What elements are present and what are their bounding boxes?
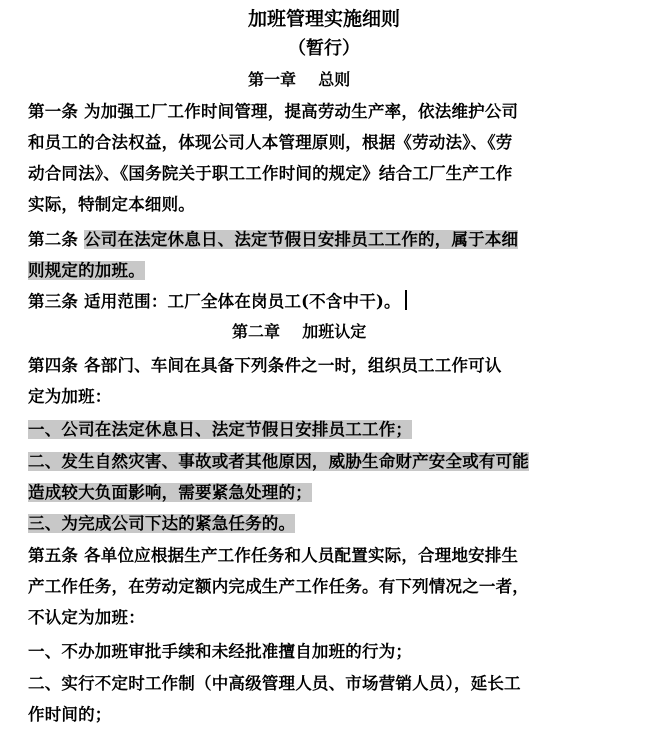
article-1 [28,96,588,220]
document-subtitle: （暂行） [288,38,360,59]
article-5-line: 产工作任务，在劳动定额内完成生产工作任务。有下列情况之一者， [28,577,529,596]
article-4-line: 第四条 各部门、车间在具备下列条件之一时，组织员工工作可认 [28,356,502,375]
article-2-highlight: 则规定的加班。 [28,261,145,280]
condition-item-2-text: 造成较大负面影响，需要紧急处理的； [28,483,312,502]
condition-item-3 [28,508,588,539]
article-3-text: 第三条 适用范围：工厂全体在岗员工(不含中干)。 [28,292,401,311]
condition-item-2-text: 二、发生自然灾害、事故或者其他原因，威胁生命财产安全或有可能 [28,452,529,471]
condition-item-1 [28,414,588,445]
article-1-line: 第一条 为加强工厂工作时间管理，提高劳动生产率，依法维护公司 [28,102,519,121]
article-2 [28,224,588,286]
article-2-highlight: 公司在法定休息日、法定节假日安排员工工作的，属于本细 [84,230,519,249]
article-1-line: 动合同法》、《国务院关于职工工作时间的规定》结合工厂生产工作 [28,164,513,183]
chapter2-heading: 第二章 加班认定 [232,322,367,341]
condition-item-2 [28,446,588,508]
article-5-line: 第五条 各单位应根据生产工作任务和人员配置实际，合理地安排生 [28,546,519,565]
article-1-line: 实际，特制定本细则。 [28,195,195,214]
article-4 [28,350,588,412]
exclusion-item-2 [28,668,588,730]
article-2-label: 第二条 [28,230,85,249]
exclusion-item-2-line: 作时间的； [28,705,112,724]
chapter1-heading: 第一章 总则 [248,70,351,89]
text-cursor [405,290,407,310]
article-5-line: 不认定为加班： [28,608,145,627]
article-4-line: 定为加班： [28,387,112,406]
document-title: 加班管理实施细则 [247,8,400,30]
article-5 [28,540,588,633]
exclusion-item-1 [28,636,588,667]
article-1-line: 和员工的合法权益，体现公司人本管理原则，根据《劳动法》、《劳 [28,133,513,152]
condition-item-1-text: 一、公司在法定休息日、法定节假日安排员工工作； [28,420,413,439]
exclusion-item-2-line: 二、实行不定时工作制（中高级管理人员、市场营销人员），延长工 [28,674,521,693]
exclusion-item-1-text: 一、不办加班审批手续和未经批准擅自加班的行为； [28,642,413,661]
article-3 [28,286,588,317]
condition-item-3-text: 三、为完成公司下达的紧急任务的。 [28,514,296,533]
